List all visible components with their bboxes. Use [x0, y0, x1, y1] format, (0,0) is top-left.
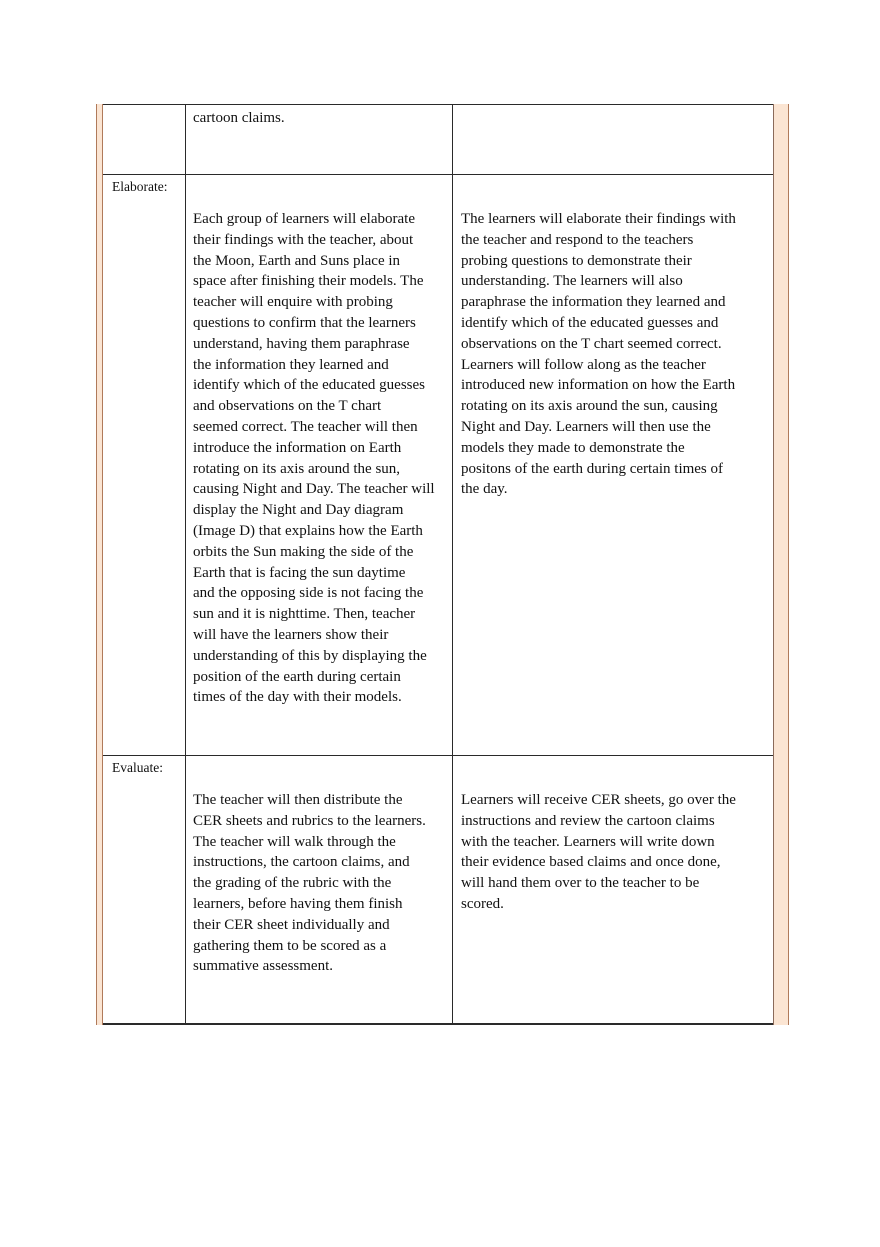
- text-line: Learners will receive CER sheets, go over the: [461, 792, 736, 808]
- teacher-activity-cell: [186, 105, 453, 174]
- text-line: the information they learned and: [193, 356, 389, 373]
- text-line: observations on the T chart seemed correct.: [461, 335, 722, 352]
- text-line: orbits the Sun making the side of the: [193, 543, 414, 560]
- text-line: sun and it is nighttime. Then, teacher: [193, 606, 416, 623]
- learner-activity-text: [461, 790, 761, 915]
- lesson-plan-table: [103, 104, 773, 1025]
- text-line: scored.: [461, 895, 504, 912]
- learner-activity-cell: [453, 105, 773, 174]
- text-line: space after finishing their models. The: [193, 273, 424, 290]
- text-line: identify which of the educated guesses: [193, 377, 426, 394]
- table-left-border-strip: [96, 104, 103, 1025]
- text-line: rotating on its axis around the sun, causing: [461, 398, 718, 415]
- teacher-activity-text: [193, 209, 448, 708]
- text-line: introduced new information on how the Earth: [461, 377, 736, 394]
- text-line: The teacher will walk through the: [193, 833, 396, 850]
- text-line: rotating on its axis around the sun,: [193, 460, 401, 477]
- text-line: questions to confirm that the learners: [193, 314, 416, 331]
- phase-label-cell: [103, 105, 186, 174]
- text-line: instructions and review the cartoon claims: [461, 812, 715, 829]
- teacher-activity-cell: [186, 756, 453, 1024]
- text-line: Each group of learners will elaborate: [193, 211, 415, 227]
- table-row-elaborate: [103, 175, 773, 756]
- text-line: will hand them over to the teacher to be: [461, 875, 700, 892]
- text-line: (Image D) that explains how the Earth: [193, 522, 423, 539]
- phase-label-cell: [103, 756, 186, 1024]
- text-line: paraphrase the information they learned and: [461, 294, 726, 311]
- text-line: cartoon claims.: [193, 110, 285, 126]
- text-line: understanding of this by displaying the: [193, 647, 427, 664]
- teacher-activity-cell: [186, 175, 453, 755]
- text-line: teacher will enquire with probing: [193, 294, 393, 311]
- text-line: positons of the earth during certain times of: [461, 460, 724, 477]
- text-line: the grading of the rubric with the: [193, 875, 392, 892]
- text-line: models they made to demonstrate the: [461, 439, 685, 456]
- text-line: understand, having them paraphrase: [193, 335, 410, 352]
- phase-label-cell: [103, 175, 186, 755]
- text-line: seemed correct. The teacher will then: [193, 418, 418, 435]
- text-line: and observations on the T chart: [193, 398, 382, 415]
- phase-label-elaborate: Elaborate:: [112, 179, 168, 194]
- text-line: position of the earth during certain: [193, 668, 401, 685]
- text-line: understanding. The learners will also: [461, 273, 683, 290]
- text-line: Learners will follow along as the teacher: [461, 356, 706, 373]
- table-row-evaluate: [103, 756, 773, 1024]
- text-line: causing Night and Day. The teacher will: [193, 481, 435, 498]
- text-line: with the teacher. Learners will write down: [461, 833, 715, 850]
- text-line: introduce the information on Earth: [193, 439, 402, 456]
- text-line: The learners will elaborate their findings with: [461, 211, 736, 227]
- text-line: their CER sheet individually and: [193, 916, 390, 933]
- table-row-continued: [103, 105, 773, 175]
- text-line: Night and Day. Learners will then use the: [461, 418, 711, 435]
- text-line: Earth that is facing the sun daytime: [193, 564, 406, 581]
- teacher-activity-text: [193, 790, 448, 977]
- text-line: summative assessment.: [193, 958, 333, 975]
- text-line: the Moon, Earth and Suns place in: [193, 252, 401, 269]
- text-line: learners, before having them finish: [193, 895, 403, 912]
- text-line: display the Night and Day diagram: [193, 502, 404, 519]
- phase-label-evaluate: Evaluate:: [112, 760, 163, 775]
- text-line: instructions, the cartoon claims, and: [193, 854, 410, 871]
- text-line: times of the day with their models.: [193, 689, 402, 706]
- table-right-border-strip: [773, 104, 789, 1025]
- text-line: identify which of the educated guesses and: [461, 314, 719, 331]
- teacher-activity-text: [193, 108, 448, 129]
- text-line: will have the learners show their: [193, 626, 389, 643]
- text-line: the day.: [461, 481, 508, 498]
- text-line: their evidence based claims and once done,: [461, 854, 721, 871]
- text-line: The teacher will then distribute the: [193, 792, 403, 808]
- text-line: and the opposing side is not facing the: [193, 585, 424, 602]
- text-line: CER sheets and rubrics to the learners.: [193, 812, 426, 829]
- text-line: gathering them to be scored as a: [193, 937, 387, 954]
- learner-activity-text: [461, 209, 761, 500]
- text-line: their findings with the teacher, about: [193, 231, 414, 248]
- text-line: probing questions to demonstrate their: [461, 252, 692, 269]
- text-line: the teacher and respond to the teachers: [461, 231, 694, 248]
- learner-activity-cell: [453, 175, 773, 755]
- learner-activity-cell: [453, 756, 773, 1024]
